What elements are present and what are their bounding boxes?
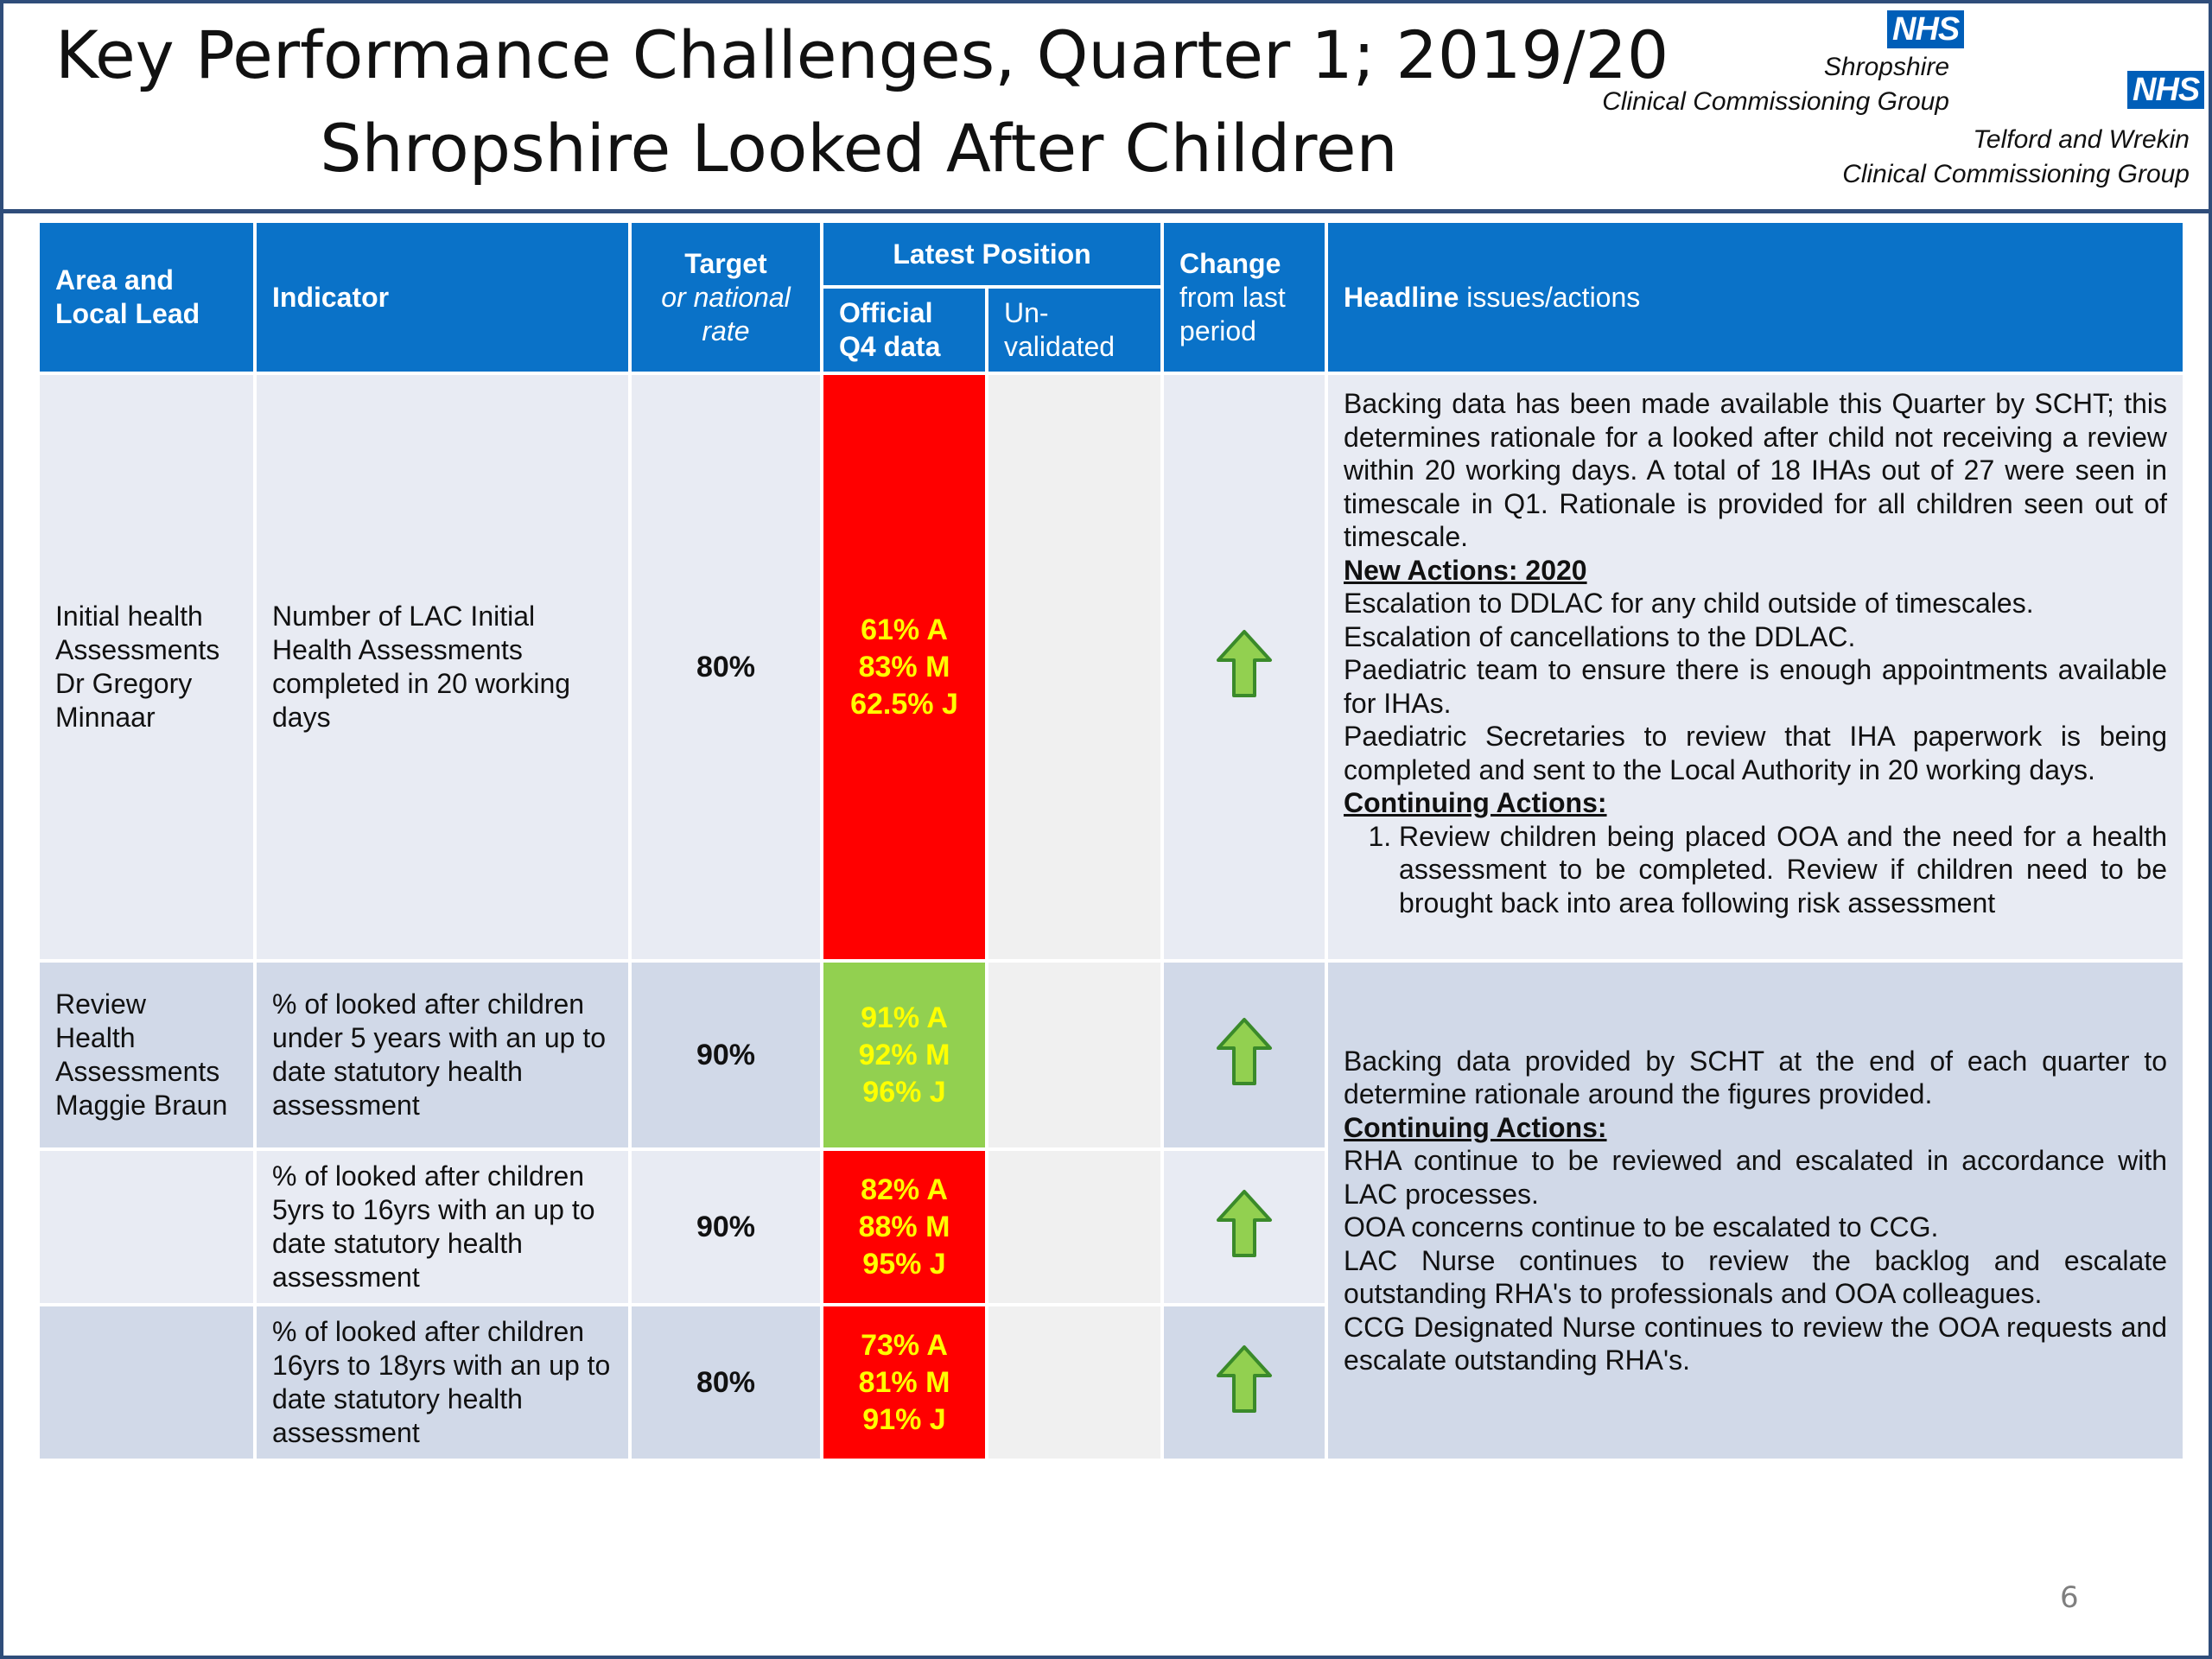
official-q4-cell: 61% A 83% M 62.5% J <box>822 373 987 961</box>
continuing-action-item: LAC Nurse continues to review the backlog and escalate outstanding RHA's to professionals and OOA colleagues. <box>1344 1244 2168 1309</box>
change-cell <box>1162 1149 1326 1305</box>
new-action-item: Escalation to DDLAC for any child outside of timescales. <box>1344 588 2034 619</box>
new-actions-title: New Actions: 2020 <box>1344 554 1587 586</box>
continuing-action-item: CCG Designated Nurse continues to review the OOA requests and escalate outstanding RHA's. <box>1344 1311 2168 1376</box>
area-cell: Review Health Assessments Maggie Braun <box>38 961 255 1149</box>
shropshire-logo-text <box>1602 50 1949 119</box>
page-number: 6 <box>2060 1580 2079 1615</box>
indicator-cell: % of looked after children under 5 years with an up to date statutory health assessment <box>255 961 630 1149</box>
header-unvalidated: Un-validated <box>987 287 1162 373</box>
change-cell <box>1162 961 1326 1149</box>
logo-shropshire-ccg: Clinical Commissioning Group <box>1602 87 1949 116</box>
indicator-cell: Number of LAC Initial Health Assessments completed in 20 working days <box>255 373 630 961</box>
title-line-2: Shropshire Looked After Children <box>320 110 1398 187</box>
continuing-actions-title: Continuing Actions: <box>1344 787 1607 818</box>
header-target: Target or national rate <box>630 221 822 373</box>
continuing-action-item: OOA concerns continue to be escalated to CCG. <box>1344 1211 1939 1243</box>
green-up-arrow-icon <box>1216 1017 1273 1086</box>
logo-telford-ccg: Clinical Commissioning Group <box>1842 160 2190 188</box>
telford-logo-text <box>1842 123 2190 192</box>
unvalidated-cell <box>987 1149 1162 1305</box>
target-cell: 90% <box>630 961 822 1149</box>
official-q4-cell: 91% A 92% M 96% J <box>822 961 987 1149</box>
header-headline: Headline issues/actions <box>1326 221 2184 373</box>
target-cell: 80% <box>630 373 822 961</box>
target-cell: 90% <box>630 1149 822 1305</box>
area-cell: Initial health Assessments Dr Gregory Minnaar <box>38 373 255 961</box>
new-action-item: Paediatric Secretaries to review that IHA paperwork is being completed and sent to the Local Authority in 20 working days. <box>1344 721 2168 785</box>
logo-shropshire-name: Shropshire <box>1823 53 1949 81</box>
header-area: Area and Local Lead <box>38 221 255 373</box>
area-cell <box>38 1149 255 1305</box>
target-cell: 80% <box>630 1305 822 1460</box>
change-cell <box>1162 373 1326 961</box>
headline-cell <box>1326 373 2184 961</box>
header-indicator: Indicator <box>255 221 630 373</box>
indicator-cell: % of looked after children 16yrs to 18yrs with an up to date statutory health assessment <box>255 1305 630 1460</box>
table-header <box>38 221 2184 373</box>
green-up-arrow-icon <box>1216 1344 1273 1414</box>
header-change: Change from last period <box>1162 221 1326 373</box>
continuing-actions-list <box>1344 820 2167 920</box>
header-official: Official Q4 data <box>822 287 987 373</box>
headline-intro: Backing data provided by SCHT at the end of each quarter to determine rationale around the figures provided. <box>1344 1045 2168 1109</box>
kpi-table <box>36 219 2186 1462</box>
headline-cell <box>1326 961 2184 1460</box>
header-latest-position: Latest Position <box>822 221 1162 287</box>
kpi-table-wrapper <box>36 219 2183 1462</box>
unvalidated-cell <box>987 961 1162 1149</box>
headline-intro: Backing data has been made available this Quarter by SCHT; this determines rationale for a looked after child not receiving a review within 20 working days. A total of 18 IHAs out of 27 were seen in timescale in Q1. Rationale is provided for all children seen out of timescale. <box>1344 388 2168 552</box>
continuing-actions-title: Continuing Actions: <box>1344 1111 1607 1143</box>
slide-header <box>3 3 2209 213</box>
continuing-action-item: 1. Review children being placed OOA and the need for a health assessment to be completed. Review if children need to be brought back into area following risk assessment <box>1399 820 2167 920</box>
new-action-item: Escalation of cancellations to the DDLAC. <box>1344 620 1856 652</box>
official-q4-cell: 82% A 88% M 95% J <box>822 1149 987 1305</box>
unvalidated-cell <box>987 1305 1162 1460</box>
green-up-arrow-icon <box>1216 1189 1273 1258</box>
unvalidated-cell <box>987 373 1162 961</box>
nhs-logo-icon: NHS <box>1887 10 1964 48</box>
table-row <box>38 961 2184 1149</box>
change-cell <box>1162 1305 1326 1460</box>
logo-telford-name: Telford and Wrekin <box>1973 125 2190 154</box>
area-cell <box>38 1305 255 1460</box>
nhs-logo-icon: NHS <box>2127 71 2204 109</box>
continuing-action-item: RHA continue to be reviewed and escalated in accordance with LAC processes. <box>1344 1145 2168 1210</box>
table-row <box>38 373 2184 961</box>
page-title <box>55 9 1669 195</box>
official-q4-cell: 73% A 81% M 91% J <box>822 1305 987 1460</box>
indicator-cell: % of looked after children 5yrs to 16yrs with an up to date statutory health assessment <box>255 1149 630 1305</box>
new-action-item: Paediatric team to ensure there is enough appointments available for IHAs. <box>1344 654 2168 719</box>
green-up-arrow-icon <box>1216 629 1273 698</box>
title-line-1: Key Performance Challenges, Quarter 1; 2019/20 <box>55 16 1669 93</box>
